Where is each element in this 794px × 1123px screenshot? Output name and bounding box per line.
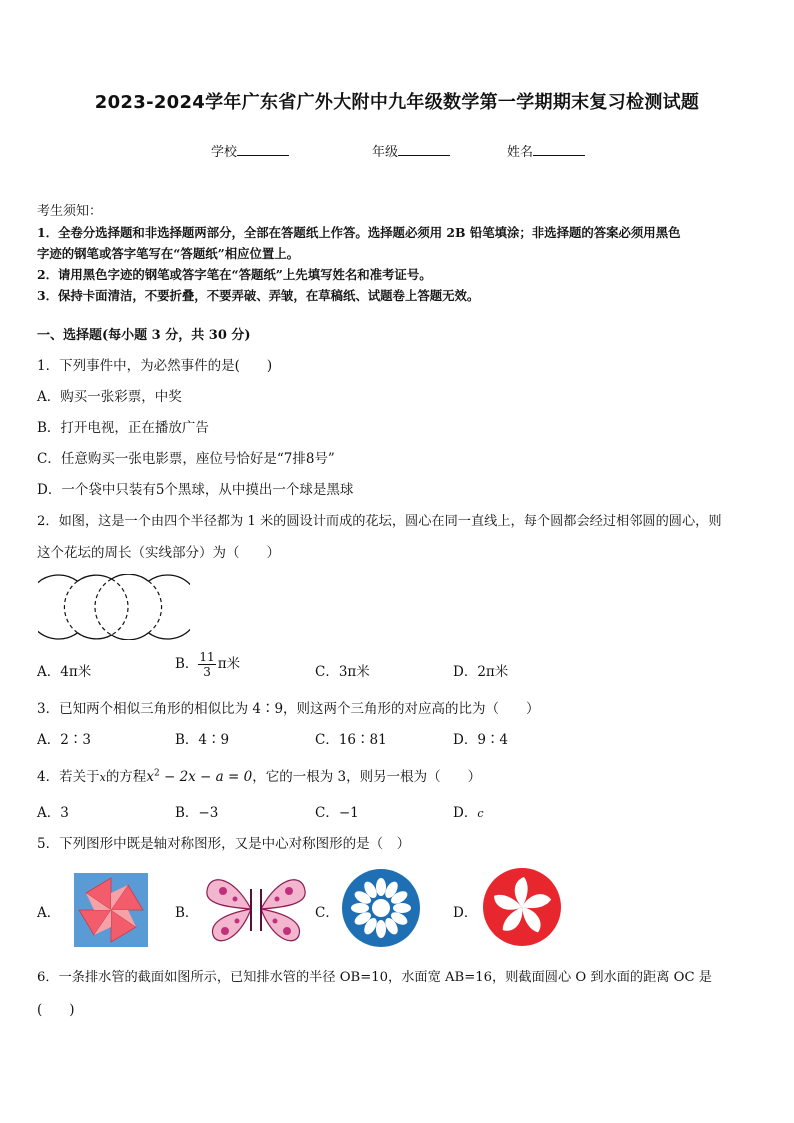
notice-line-4: 3．保持卡面清洁，不要折叠，不要弄破、弄皱，在草稿纸、试题卷上答题无效。 (37, 288, 480, 303)
circle-2-bottom-arc (78, 633, 112, 639)
equation-rest: − 2x − a = 0 (159, 769, 253, 785)
name-field[interactable] (507, 141, 585, 160)
q5-label-a: A． (37, 905, 61, 921)
q4-option-a: A．3 (37, 805, 69, 821)
q4-stem-a: 4．若关于 (37, 769, 100, 785)
q4-option-d (453, 801, 484, 821)
q5-stem: 5．下列图形中既是轴对称图形，又是中心对称图形的是（ ） (37, 836, 411, 852)
name-blank (533, 144, 585, 156)
page-title: 2023-2024学年广东省广外大附中九年级数学第一学期期末复习检测试题 (94, 92, 700, 113)
q4-option-d-label: D． (453, 805, 478, 821)
fraction-denominator: 3 (203, 665, 211, 679)
dial-icon (341, 868, 421, 948)
notice-heading: 考生须知： (37, 204, 103, 219)
q2-stem-line-2: 这个花坛的周长（实线部分）为（ ） (37, 545, 280, 561)
dial-petal (393, 903, 411, 913)
q4-stem (37, 765, 481, 785)
equation-x: x (146, 769, 154, 785)
q1-option-b: B．打开电视，正在播放广告 (37, 420, 209, 436)
notice-line-2: 字迹的钢笔或答字笔写在“答题纸”相应位置上。 (37, 246, 300, 261)
section-heading: 一、选择题(每小题 3 分，共 30 分) (37, 328, 251, 343)
school-field[interactable] (211, 141, 289, 160)
q4-stem-b: 的方程 (105, 769, 147, 785)
notice-line-1: 1．全卷分选择题和非选择题两部分，全部在答题纸上作答。选择题必须用 2B 铅笔填涂；非选择题的答案必须用黑色 (37, 225, 681, 240)
inner-arc-4 (149, 581, 162, 633)
q2-option-d: D．2π米 (453, 664, 509, 680)
notice-line-3: 2．请用黑色字迹的钢笔或答字笔在“答题纸”上先填写姓名和准考证号。 (37, 267, 432, 282)
grade-label: 年级 (372, 145, 399, 160)
equation-exponent: 2 (153, 768, 160, 779)
dial-petal (376, 920, 386, 938)
fraction (198, 650, 215, 679)
q1-option-a: A．购买一张彩票，中奖 (37, 389, 182, 405)
q2-option-a: A．4π米 (37, 664, 92, 680)
bauhinia-flag-icon (482, 867, 562, 947)
q5-label-c: C． (315, 905, 339, 921)
q4-option-d-variable: c (477, 807, 484, 820)
q4-option-b: B．−3 (175, 805, 219, 821)
inner-arc-1 (64, 581, 77, 633)
dial-petal (351, 903, 369, 913)
q3-stem: 3．已知两个相似三角形的相似比为 4∶9，则这两个三角形的对应高的比为（ ） (37, 701, 540, 717)
grade-field[interactable] (372, 141, 450, 160)
circle-3-top-arc (112, 574, 149, 581)
q6-stem: 6．一条排水管的截面如图所示，已知排水管的半径 OB=10，水面宽 AB=16，则截面圆心 O 到水面的距离 OC 是 (37, 970, 712, 985)
grade-blank (398, 144, 450, 156)
q3-option-b: B．4∶9 (175, 732, 230, 748)
name-label: 姓名 (507, 145, 534, 160)
pinwheel-icon (74, 873, 148, 947)
q2-option-b-suffix: π米 (217, 656, 241, 672)
q3-option-d: D．9∶4 (453, 732, 509, 748)
q4-option-c: C．−1 (315, 805, 359, 821)
dial-petal (376, 878, 386, 896)
q5-label-b: B． (175, 905, 199, 921)
q4-variable: x (99, 771, 106, 784)
q3-option-c: C．16∶81 (315, 732, 387, 748)
fraction-numerator: 11 (199, 650, 215, 664)
q1-option-d: D．一个袋中只装有5个黑球，从中摸出一个球是黑球 (37, 482, 354, 498)
q2-option-b-prefix: B． (175, 656, 199, 672)
inner-arc-3 (112, 579, 129, 635)
q2-option-c: C．3π米 (315, 664, 370, 680)
q2-stem-line-1: 2．如图，这是一个由四个半径都为 1 米的圆设计而成的花坛，圆心在同一直线上，每个圆都会经过相邻圆的圆心，则 (37, 514, 722, 529)
school-blank (237, 144, 289, 156)
circle-4-outline (149, 575, 191, 639)
flower-bed-figure (38, 574, 190, 640)
circle-1-outline (38, 575, 78, 639)
q6-answer-paren: ( ) (37, 1002, 75, 1018)
butterfly-icon (203, 871, 309, 947)
q2-option-b (175, 650, 240, 679)
q3-option-a: A．2∶3 (37, 732, 91, 748)
inner-arc-2 (95, 579, 112, 635)
q4-stem-c: ，它的一根为 3，则另一根为（ ） (252, 769, 482, 785)
q1-option-c: C．任意购买一张电影票，座位号恰好是“7排8号” (37, 451, 335, 467)
school-label: 学校 (211, 145, 238, 160)
circle-2-top-arc (78, 575, 112, 581)
q1-stem: 1．下列事件中，为必然事件的是( ) (37, 358, 273, 374)
circle-3-bottom-arc (112, 633, 149, 640)
q5-label-d: D． (453, 905, 478, 921)
